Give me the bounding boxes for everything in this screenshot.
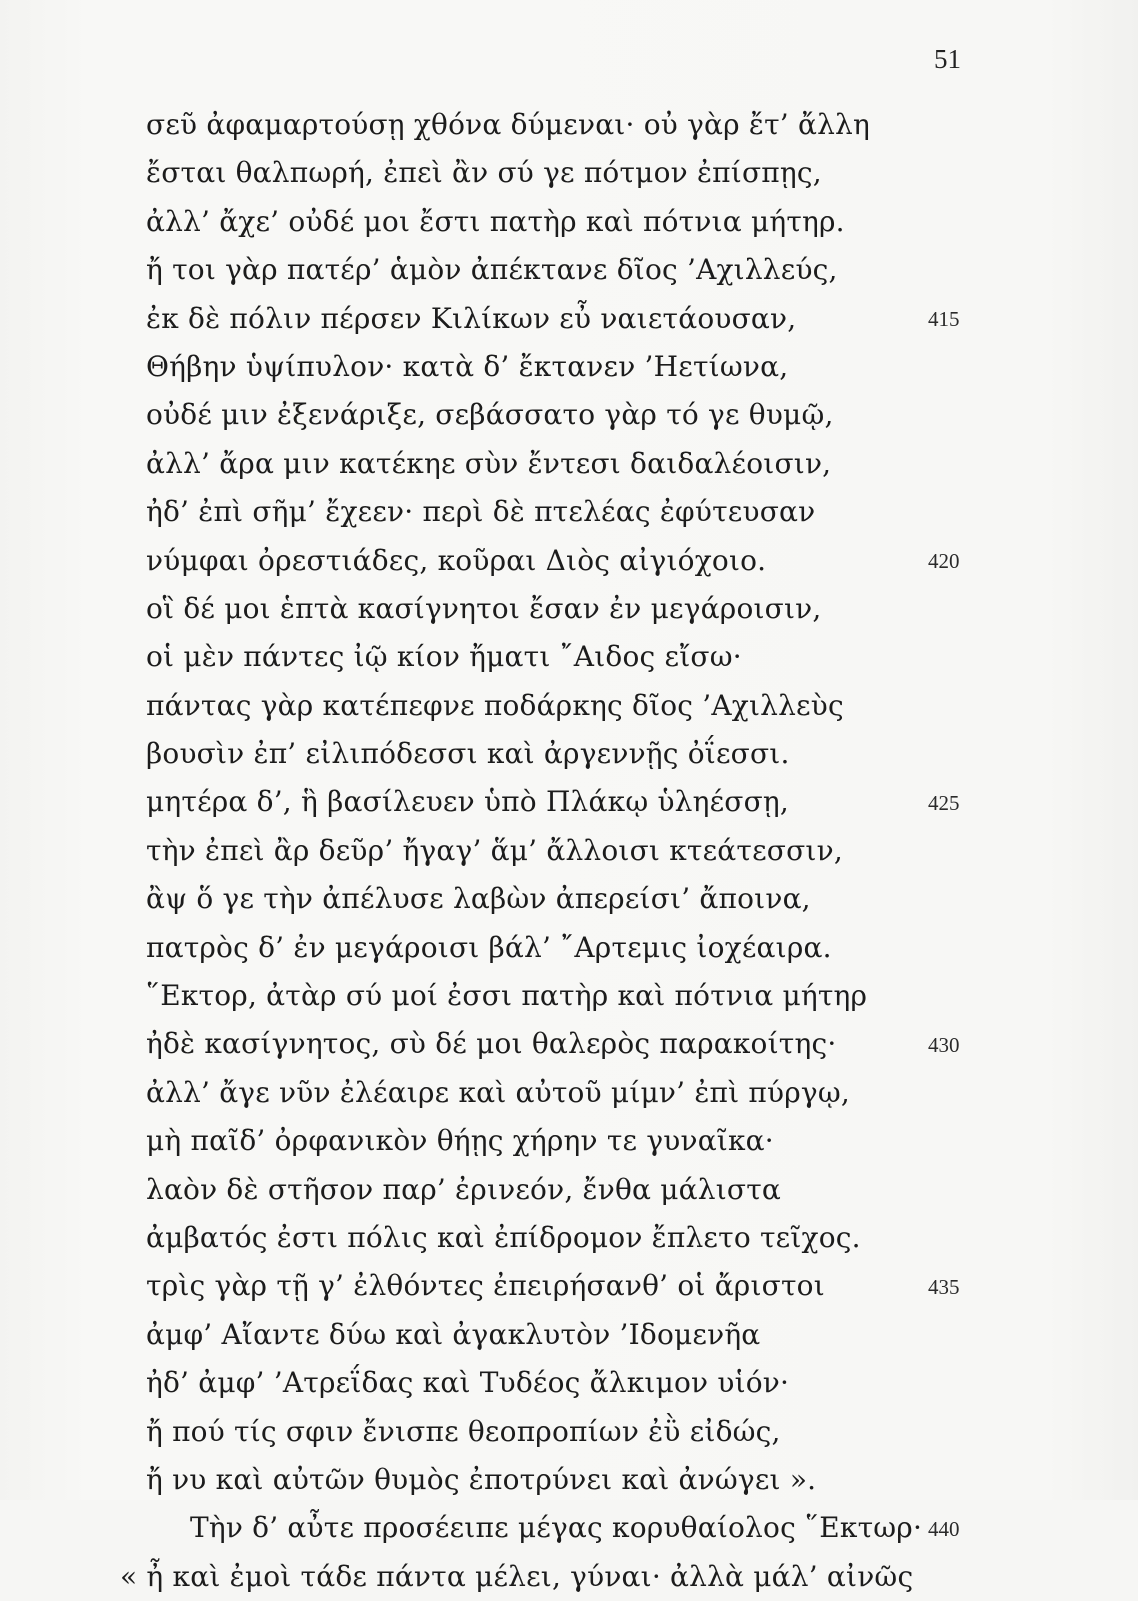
verse-line: ἀμβατός ἐστι πόλις καὶ ἐπίδρομον ἔπλετο τεῖχος. xyxy=(146,1220,861,1254)
verse-line: νύμφαι ὀρεστιάδες, κοῦραι Διὸς αἰγιόχοιο. xyxy=(146,543,767,577)
verse-line: οἳ δέ μοι ἑπτὰ κασίγνητοι ἔσαν ἐν μεγάροισιν, xyxy=(146,591,822,625)
verse-line: Τὴν δ’ αὖτε προσέειπε μέγας κορυθαίολος ῞Εκτωρ· xyxy=(190,1511,923,1545)
verse-line: ἤ τοι γὰρ πατέρ’ ἁμὸν ἀπέκτανε δῖος ’Αχιλλεύς, xyxy=(146,253,838,287)
verse-line: ἀμφ’ Αἴαντε δύω καὶ ἀγακλυτὸν ’Ιδομενῆα xyxy=(146,1317,761,1351)
line-number: 440 xyxy=(928,1516,960,1541)
verse-line: σεῦ ἀφαμαρτούσῃ χθόνα δύμεναι· οὐ γὰρ ἔτ’ ἄλλη xyxy=(146,108,870,141)
verse-line: ἀλλ’ ἄγε νῦν ἐλέαιρε καὶ αὐτοῦ μίμν’ ἐπὶ πύργῳ, xyxy=(146,1075,850,1109)
verse-line: οὐδέ μιν ἐξενάριξε, σεβάσσατο γὰρ τό γε θυμῷ, xyxy=(146,398,834,432)
verse-line: βουσὶν ἐπ’ εἰλιπόδεσσι καὶ ἀργεννῇς ὀΐεσσι. xyxy=(146,737,790,771)
verse-line: ἔσται θαλπωρή, ἐπεὶ ἂν σύ γε πότμον ἐπίσπῃς, xyxy=(146,156,822,190)
line-number: 435 xyxy=(928,1274,960,1299)
verse-line: οἱ μὲν πάντες ἰῷ κίον ἤματι ῎Αιδος εἴσω· xyxy=(146,640,742,674)
verse-line: ἠδὲ κασίγνητος, σὺ δέ μοι θαλερὸς παρακοίτης· xyxy=(146,1027,837,1061)
verse-line: Θήβην ὑψίπυλον· κατὰ δ’ ἔκτανεν ’Ηετίωνα, xyxy=(146,349,789,383)
page-number: 51 xyxy=(934,44,961,74)
verse-line: ἂψ ὅ γε τὴν ἀπέλυσε λαβὼν ἀπερείσι’ ἄποινα, xyxy=(146,882,811,916)
verse-line: μητέρα δ’, ἣ βασίλευεν ὑπὸ Πλάκῳ ὑληέσσῃ, xyxy=(146,785,789,819)
line-number: 430 xyxy=(928,1032,960,1057)
verse-line: μὴ παῖδ’ ὀρφανικὸν θήῃς χήρην τε γυναῖκα· xyxy=(146,1124,774,1158)
verse-line: ἐκ δὲ πόλιν πέρσεν Κιλίκων εὖ ναιετάουσαν, xyxy=(146,301,797,335)
verse-line: πατρὸς δ’ ἐν μεγάροισι βάλ’ ῎Αρτεμις ἰοχέαιρα. xyxy=(146,930,832,964)
verse-line: λαὸν δὲ στῆσον παρ’ ἐρινεόν, ἔνθα μάλιστα xyxy=(146,1172,781,1206)
line-number: 415 xyxy=(928,306,960,331)
verse-block xyxy=(120,101,923,1601)
verse-line: ἀλλ’ ἄρα μιν κατέκηε σὺν ἔντεσι δαιδαλέοισιν, xyxy=(146,446,832,480)
verse-line: ἠδ’ ἐπὶ σῆμ’ ἔχεεν· περὶ δὲ πτελέας ἐφύτευσαν xyxy=(146,495,816,529)
line-number: 425 xyxy=(928,790,960,815)
verse-line: « ἦ καὶ ἐμοὶ τάδε πάντα μέλει, γύναι· ἀλλὰ μάλ’ αἰνῶς xyxy=(120,1559,914,1593)
verse-line: τὴν ἐπεὶ ἂρ δεῦρ’ ἤγαγ’ ἅμ’ ἄλλοισι κτεάτεσσιν, xyxy=(146,833,843,867)
verse-line: ῞Εκτορ, ἀτὰρ σύ μοί ἐσσι πατὴρ καὶ πότνια μήτηρ xyxy=(146,979,868,1013)
verse-line: ἤ νυ καὶ αὐτῶν θυμὸς ἐποτρύνει καὶ ἀνώγει ». xyxy=(146,1462,817,1496)
verse-line: τρὶς γὰρ τῇ γ’ ἐλθόντες ἐπειρήσανθ’ οἱ ἄριστοι xyxy=(146,1269,825,1303)
verse-line: ἠδ’ ἀμφ’ ’Ατρεΐδας καὶ Τυδέος ἄλκιμον υἱόν· xyxy=(146,1366,790,1400)
verse-line: πάντας γὰρ κατέπεφνε ποδάρκης δῖος ’Αχιλλεὺς xyxy=(146,688,844,722)
verse-line: ἤ πού τίς σφιν ἔνισπε θεοπροπίων ἐῢ εἰδώς, xyxy=(146,1414,781,1448)
verse-line: ἀλλ’ ἄχε’ οὐδέ μοι ἔστι πατὴρ καὶ πότνια μήτηρ. xyxy=(146,204,845,238)
line-number: 420 xyxy=(928,548,960,573)
